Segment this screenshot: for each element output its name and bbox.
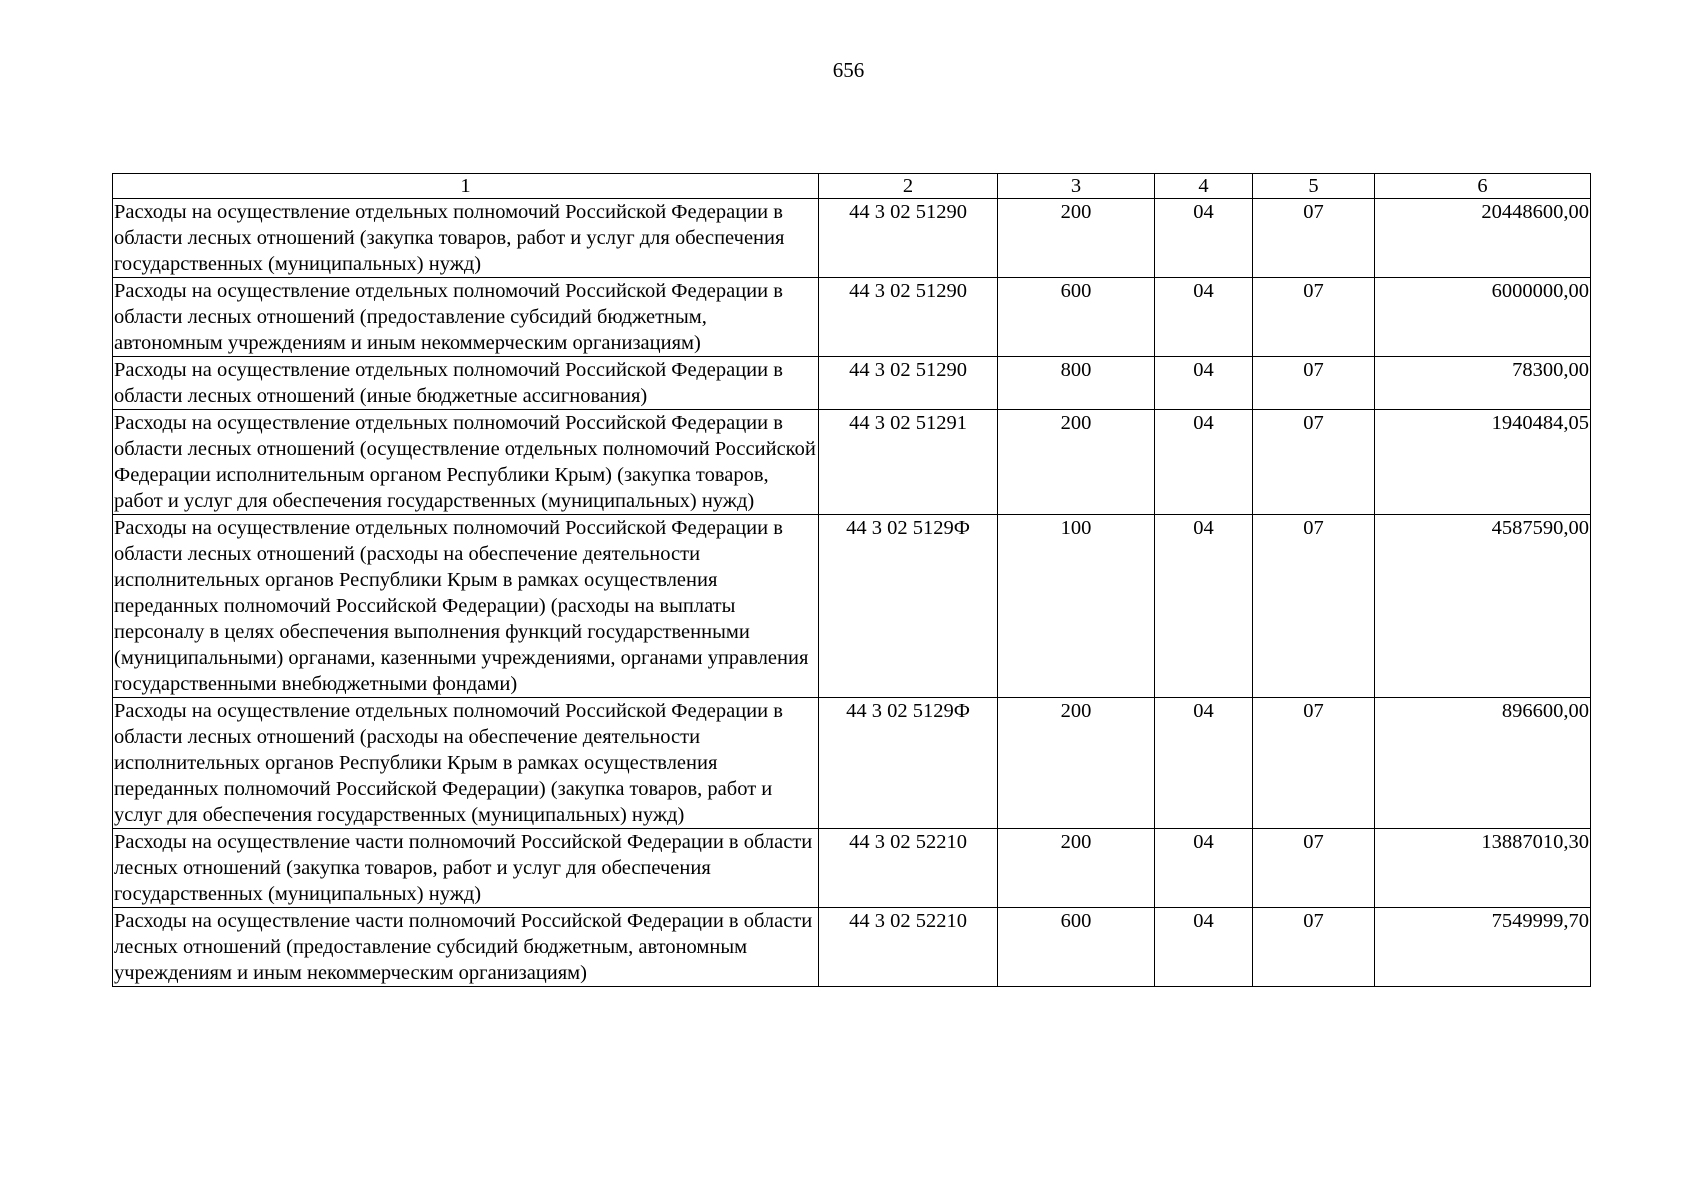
- expense-type-code: 200: [998, 698, 1155, 829]
- expense-description: Расходы на осуществление отдельных полномочий Российской Федерации в области лесных отношений (закупка товаров, работ и услуг для обеспечения государственных (муниципальных) нужд): [113, 199, 819, 278]
- subsection-code: 07: [1253, 278, 1375, 357]
- target-article-code: 44 3 02 5129Ф: [819, 515, 998, 698]
- column-header: 2: [819, 174, 998, 199]
- amount: 7549999,70: [1375, 908, 1591, 987]
- target-article-code: 44 3 02 51290: [819, 199, 998, 278]
- column-header: 4: [1155, 174, 1253, 199]
- expense-description: Расходы на осуществление отдельных полномочий Российской Федерации в области лесных отношений (расходы на обеспечение деятельности исполнительных органов Республики Крым в рамках осуществления переданных полномочий Российской Федерации) (расходы на выплаты персоналу в целях обеспечения выполнения функций государственными (муниципальными) органами, казенными учреждениями, органами управления государственными внебюджетными фондами): [113, 515, 819, 698]
- target-article-code: 44 3 02 51291: [819, 410, 998, 515]
- column-header: 5: [1253, 174, 1375, 199]
- expense-type-code: 200: [998, 410, 1155, 515]
- amount: 896600,00: [1375, 698, 1591, 829]
- expense-description: Расходы на осуществление отдельных полномочий Российской Федерации в области лесных отношений (расходы на обеспечение деятельности исполнительных органов Республики Крым в рамках осуществления переданных полномочий Российской Федерации) (закупка товаров, работ и услуг для обеспечения государственных (муниципальных) нужд): [113, 698, 819, 829]
- table-row: [113, 829, 1591, 908]
- amount: 6000000,00: [1375, 278, 1591, 357]
- expense-type-code: 100: [998, 515, 1155, 698]
- expense-description: Расходы на осуществление отдельных полномочий Российской Федерации в области лесных отношений (осуществление отдельных полномочий Российской Федерации исполнительным органом Республики Крым) (закупка товаров, работ и услуг для обеспечения государственных (муниципальных) нужд): [113, 410, 819, 515]
- subsection-code: 07: [1253, 199, 1375, 278]
- column-header: 1: [113, 174, 819, 199]
- page-number: 656: [832, 58, 865, 82]
- section-code: 04: [1155, 357, 1253, 410]
- column-header: 6: [1375, 174, 1591, 199]
- target-article-code: 44 3 02 52210: [819, 829, 998, 908]
- target-article-code: 44 3 02 52210: [819, 908, 998, 987]
- budget-table: [112, 173, 1591, 987]
- expense-description: Расходы на осуществление отдельных полномочий Российской Федерации в области лесных отношений (иные бюджетные ассигнования): [113, 357, 819, 410]
- section-code: 04: [1155, 199, 1253, 278]
- table-row: [113, 410, 1591, 515]
- amount: 20448600,00: [1375, 199, 1591, 278]
- expense-type-code: 200: [998, 199, 1155, 278]
- section-code: 04: [1155, 410, 1253, 515]
- expense-description: Расходы на осуществление части полномочий Российской Федерации в области лесных отношений (закупка товаров, работ и услуг для обеспечения государственных (муниципальных) нужд): [113, 829, 819, 908]
- table-row: [113, 278, 1591, 357]
- section-code: 04: [1155, 908, 1253, 987]
- amount: 1940484,05: [1375, 410, 1591, 515]
- expense-description: Расходы на осуществление части полномочий Российской Федерации в области лесных отношений (предоставление субсидий бюджетным, автономным учреждениям и иным некоммерческим организациям): [113, 908, 819, 987]
- subsection-code: 07: [1253, 829, 1375, 908]
- expense-type-code: 200: [998, 829, 1155, 908]
- target-article-code: 44 3 02 51290: [819, 278, 998, 357]
- expense-type-code: 600: [998, 278, 1155, 357]
- subsection-code: 07: [1253, 410, 1375, 515]
- section-code: 04: [1155, 515, 1253, 698]
- target-article-code: 44 3 02 5129Ф: [819, 698, 998, 829]
- section-code: 04: [1155, 829, 1253, 908]
- subsection-code: 07: [1253, 515, 1375, 698]
- expense-description: Расходы на осуществление отдельных полномочий Российской Федерации в области лесных отношений (предоставление субсидий бюджетным, автономным учреждениям и иным некоммерческим организациям): [113, 278, 819, 357]
- subsection-code: 07: [1253, 357, 1375, 410]
- amount: 4587590,00: [1375, 515, 1591, 698]
- table-row: [113, 357, 1591, 410]
- subsection-code: 07: [1253, 698, 1375, 829]
- column-header: 3: [998, 174, 1155, 199]
- table-row: [113, 199, 1591, 278]
- section-code: 04: [1155, 278, 1253, 357]
- table-row: [113, 515, 1591, 698]
- amount: 13887010,30: [1375, 829, 1591, 908]
- amount: 78300,00: [1375, 357, 1591, 410]
- subsection-code: 07: [1253, 908, 1375, 987]
- expense-type-code: 600: [998, 908, 1155, 987]
- section-code: 04: [1155, 698, 1253, 829]
- target-article-code: 44 3 02 51290: [819, 357, 998, 410]
- table-header-row: [113, 174, 1591, 199]
- table-row: [113, 698, 1591, 829]
- expense-type-code: 800: [998, 357, 1155, 410]
- table-row: [113, 908, 1591, 987]
